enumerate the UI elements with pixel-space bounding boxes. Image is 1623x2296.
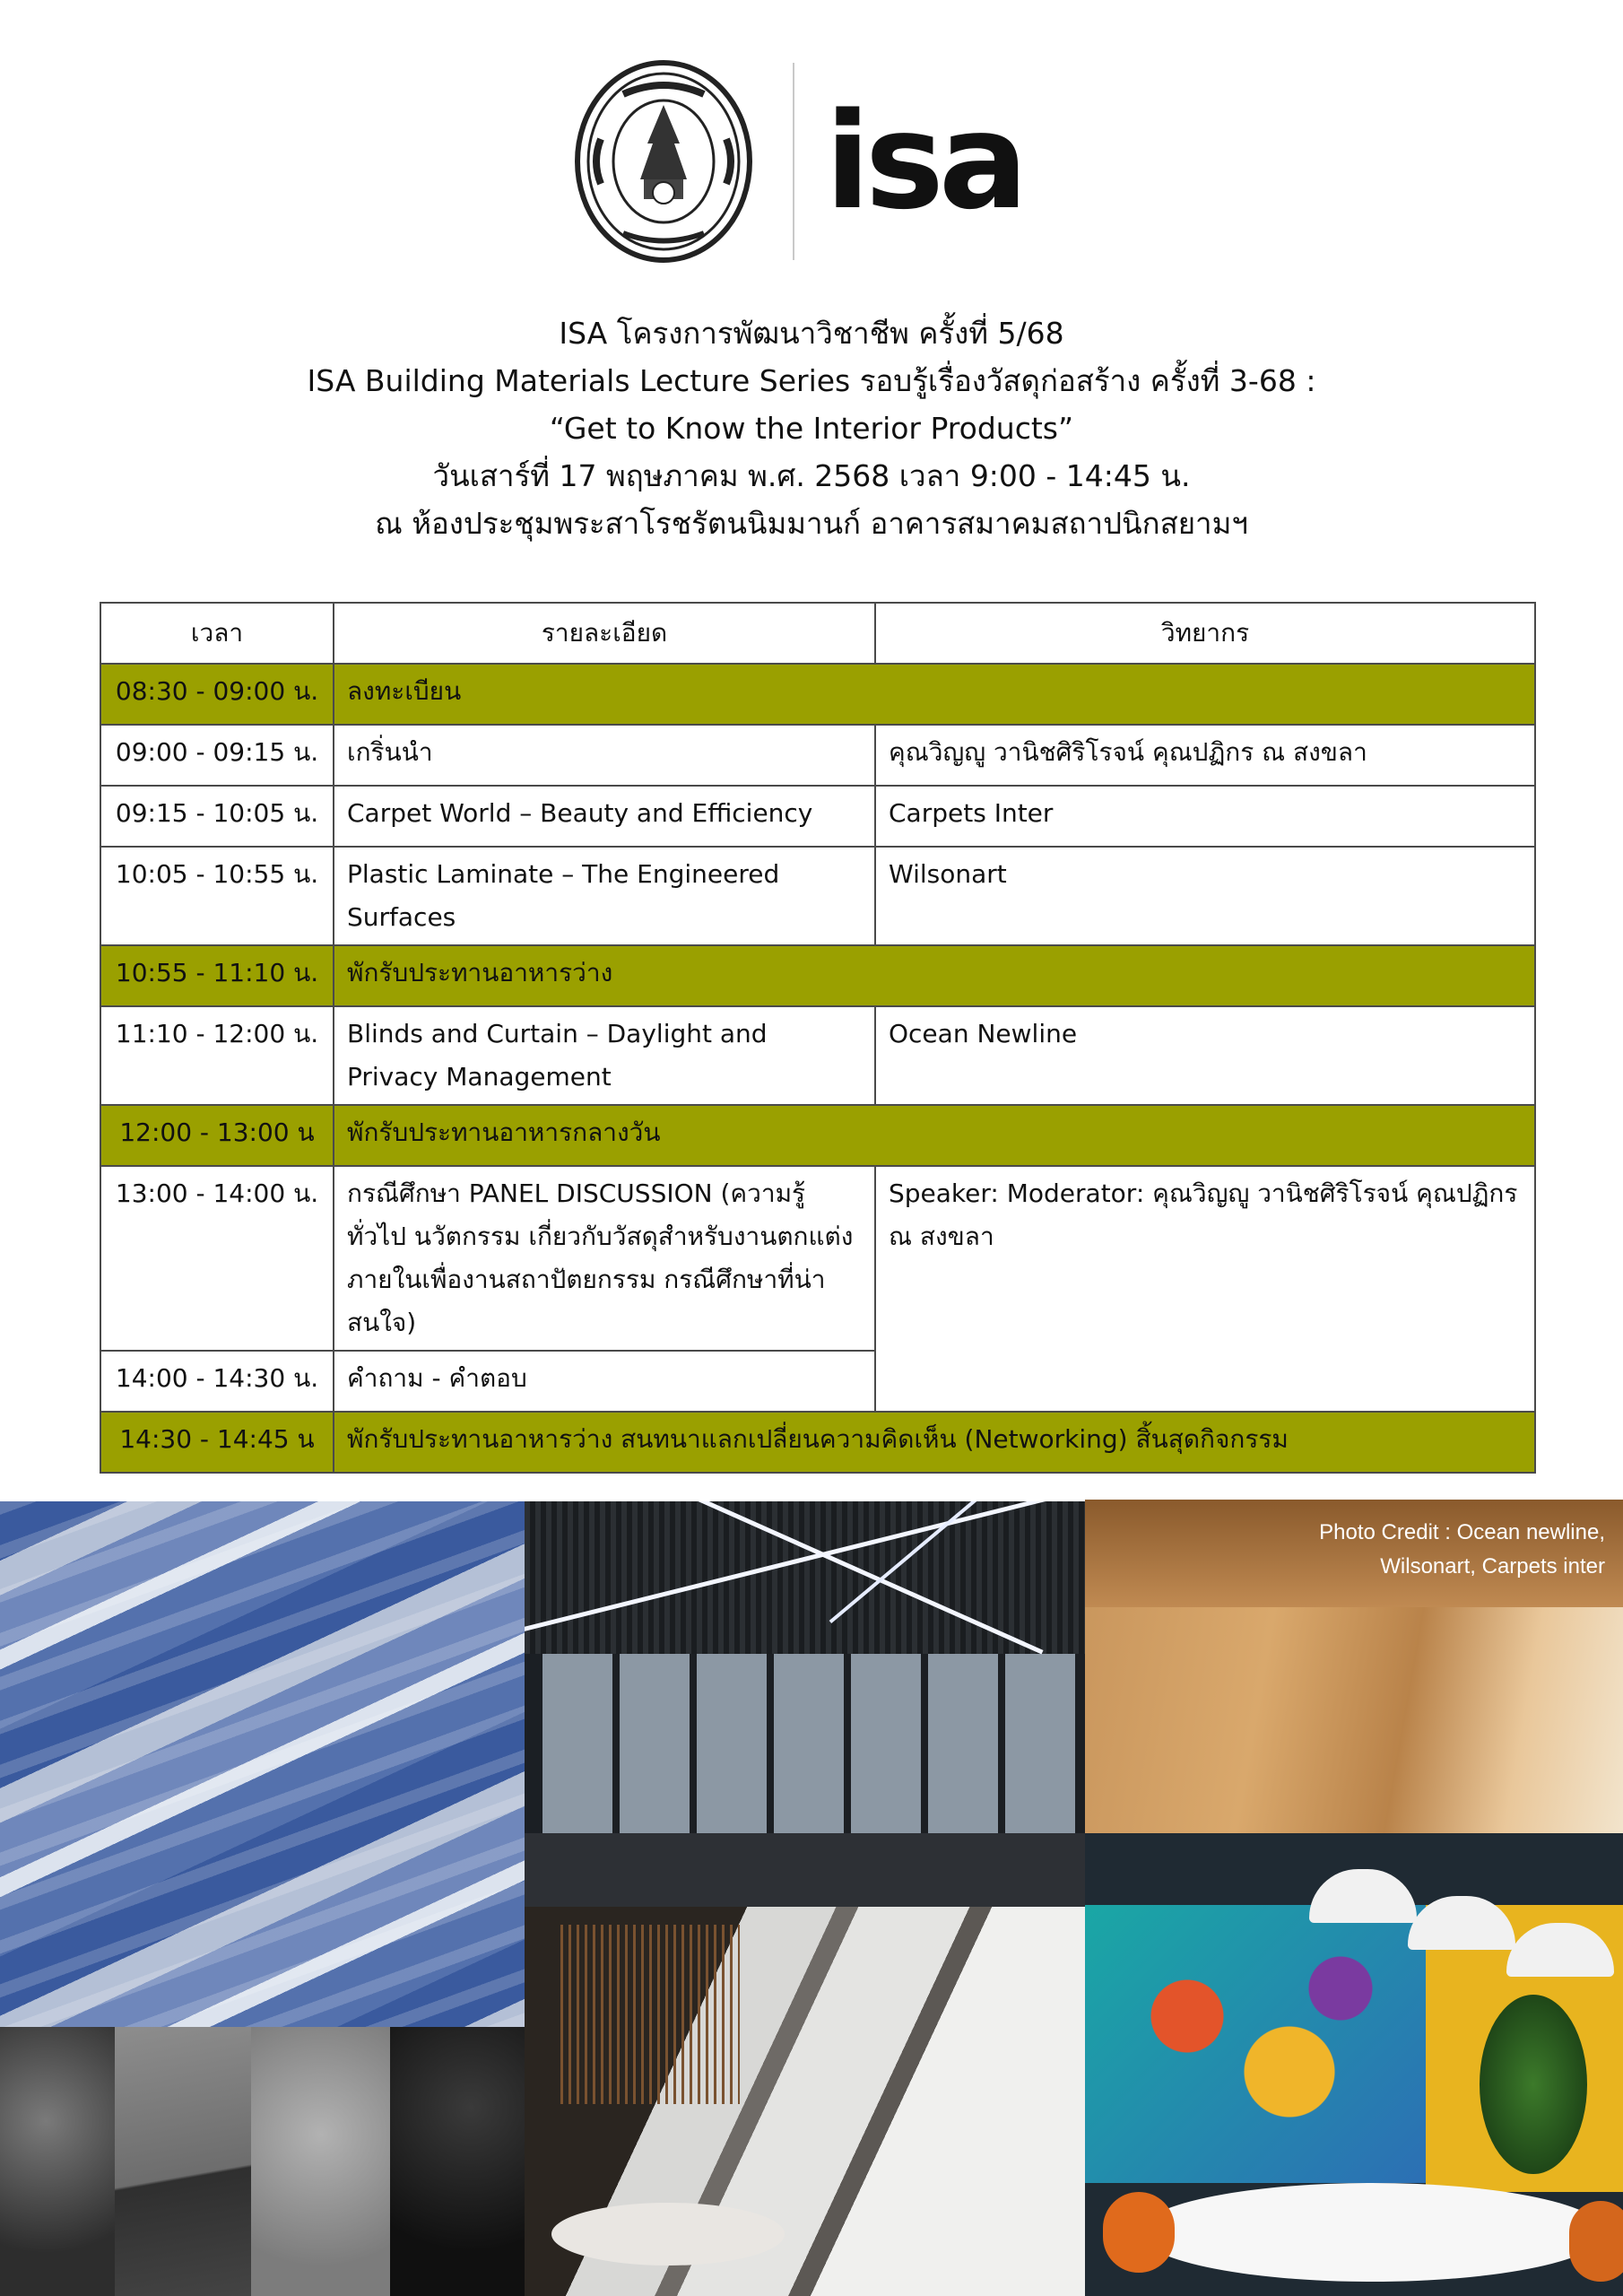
row-time: 12:00 - 13:00 น	[100, 1105, 334, 1166]
lounge-window-photo	[525, 1907, 1085, 2296]
photo-credit	[1319, 1516, 1605, 1584]
row-time: 14:00 - 14:30 น.	[100, 1351, 334, 1412]
row-time: 11:10 - 12:00 น.	[100, 1006, 334, 1105]
carpet-swatch-photo	[390, 2027, 525, 2296]
schedule-table	[100, 602, 1536, 1474]
column-header-speaker: วิทยากร	[875, 603, 1535, 664]
table-row	[100, 786, 1535, 847]
logo-divider	[793, 63, 794, 260]
carpet-swatch-photo	[115, 2027, 251, 2296]
row-time: 09:15 - 10:05 น.	[100, 786, 334, 847]
column-header-detail: รายละเอียด	[334, 603, 875, 664]
table-row	[100, 1412, 1535, 1473]
office-blinds-photo	[525, 1501, 1085, 1907]
row-time: 09:00 - 09:15 น.	[100, 725, 334, 786]
row-detail: ลงทะเบียน	[334, 664, 1535, 725]
row-speaker: Wilsonart	[875, 847, 1535, 945]
row-detail: พักรับประทานอาหารกลางวัน	[334, 1105, 1535, 1166]
row-time: 13:00 - 14:00 น.	[100, 1166, 334, 1351]
row-speaker: Carpets Inter	[875, 786, 1535, 847]
photo-credit-line: Wilsonart, Carpets inter	[1380, 1554, 1605, 1578]
row-detail: Carpet World – Beauty and Efficiency	[334, 786, 875, 847]
table-row	[100, 1105, 1535, 1166]
photo-credit-line: Photo Credit : Ocean newline,	[1319, 1520, 1605, 1544]
table-row	[100, 945, 1535, 1006]
row-detail: Plastic Laminate – The Engineered Surfaces	[334, 847, 875, 945]
row-detail: เกริ่นนำ	[334, 725, 875, 786]
table-header-row	[100, 603, 1535, 664]
carpet-tile-photo	[0, 1501, 525, 2027]
isa-wordmark-logo: isa	[825, 84, 1023, 239]
row-speaker: Speaker: Moderator: คุณวิญญู วานิชศิริโรจน์ คุณปฏิกร ณ สงขลา	[875, 1166, 1535, 1412]
row-detail: พักรับประทานอาหารว่าง	[334, 945, 1535, 1006]
table-row	[100, 847, 1535, 945]
table-row	[100, 725, 1535, 786]
carpet-swatch-photo	[251, 2027, 390, 2296]
row-detail: Blinds and Curtain – Daylight and Privacy Management	[334, 1006, 875, 1105]
series-title: ISA Building Materials Lecture Series รอบรู้เรื่องวัสดุก่อสร้าง ครั้งที่ 3-68 :	[307, 363, 1316, 398]
program-title: ISA โครงการพัฒนาวิชาชีพ ครั้งที่ 5/68	[559, 316, 1064, 351]
event-date-time: วันเสาร์ที่ 17 พฤษภาคม พ.ศ. 2568 เวลา 9:00 - 14:45 น.	[432, 458, 1191, 493]
table-row	[100, 664, 1535, 725]
event-subtitle: “Get to Know the Interior Products”	[549, 411, 1074, 446]
photo-collage	[0, 1500, 1623, 2296]
row-detail: คำถาม - คำตอบ	[334, 1351, 875, 1412]
header-logos	[574, 58, 1049, 265]
carpet-swatch-photo	[0, 2027, 115, 2296]
table-row	[100, 1166, 1535, 1351]
row-time: 08:30 - 09:00 น.	[100, 664, 334, 725]
row-detail: พักรับประทานอาหารว่าง สนทนาแลกเปลี่ยนความคิดเห็น (Networking) สิ้นสุดกิจกรรม	[334, 1412, 1535, 1473]
event-title-block	[0, 309, 1623, 547]
row-time: 14:30 - 14:45 น	[100, 1412, 334, 1473]
row-speaker: Ocean Newline	[875, 1006, 1535, 1105]
siam-architects-seal-logo	[574, 58, 753, 265]
wood-laminate-interior-photo	[1085, 1500, 1623, 1833]
row-time: 10:55 - 11:10 น.	[100, 945, 334, 1006]
meeting-room-mural-photo	[1085, 1833, 1623, 2296]
event-venue: ณ ห้องประชุมพระสาโรชรัตนนิมมานก์ อาคารสมาคมสถาปนิกสยามฯ	[375, 506, 1248, 541]
row-speaker: คุณวิญญู วานิชศิริโรจน์ คุณปฏิกร ณ สงขลา	[875, 725, 1535, 786]
row-detail: กรณีศึกษา PANEL DISCUSSION (ความรู้ทั่วไป นวัตกรรม เกี่ยวกับวัสดุสำหรับงานตกแต่งภายในเพื่องานสถาปัตยกรรม กรณีศึกษาที่น่าสนใจ)	[334, 1166, 875, 1351]
row-time: 10:05 - 10:55 น.	[100, 847, 334, 945]
table-row	[100, 1006, 1535, 1105]
column-header-time: เวลา	[100, 603, 334, 664]
